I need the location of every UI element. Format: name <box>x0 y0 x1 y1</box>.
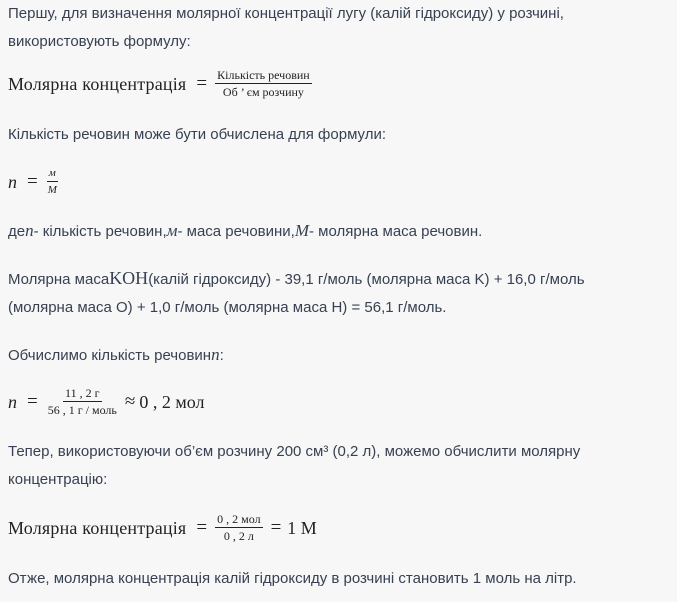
formula-molarity-calc <box>8 508 317 548</box>
formula-amount-calc <box>8 382 204 422</box>
fraction-numerator: 0 , 2 мол <box>217 512 261 526</box>
equals-sign: = <box>27 391 38 412</box>
fraction-denominator: M <box>47 184 57 196</box>
paragraph-molar-mass <box>8 264 628 322</box>
paragraph-definitions <box>8 217 482 246</box>
fraction-numerator: 11 , 2 г <box>65 386 100 400</box>
equals-sign: = <box>196 73 208 94</box>
fraction <box>46 387 119 417</box>
equals-sign: = <box>270 517 282 538</box>
formula-lhs: n <box>8 171 17 192</box>
text: де <box>8 223 26 240</box>
approx-sign: ≈ <box>124 391 136 412</box>
fraction-denominator: 56 , 1 г / моль <box>47 403 117 417</box>
var-M: M <box>294 221 310 240</box>
formula-result: 0 , 2 мол <box>139 391 205 412</box>
fraction-denominator: Об ’ єм розчину <box>222 85 304 99</box>
text: - маса речовини, <box>177 223 295 240</box>
fraction-numerator: м <box>47 167 58 182</box>
var-n: n <box>211 345 220 364</box>
formula-koh: KOH <box>109 268 149 288</box>
equals-sign: = <box>196 517 208 538</box>
fraction-denominator: 0 , 2 л <box>223 529 254 543</box>
formula-lhs: Молярна концентрація <box>8 517 187 538</box>
paragraph-amount-formula: Кількість речовин може бути обчислена для формули: <box>8 126 387 143</box>
var-n: n <box>25 221 34 240</box>
fraction-numerator: Кількість речовин <box>217 68 310 82</box>
text: : <box>219 347 224 364</box>
var-m: м <box>166 221 178 240</box>
equals-sign: = <box>27 171 38 192</box>
text: Молярна маса <box>8 271 110 288</box>
paragraph-intro: Першу, для визначення молярної концентрації лугу (калій гідроксиду) у розчині, використовують формулу: <box>8 5 564 50</box>
fraction <box>46 167 59 197</box>
formula-amount <box>8 162 61 202</box>
fraction <box>215 513 262 543</box>
formula-result: 1 M <box>287 517 317 538</box>
text: - молярна маса речовин. <box>309 223 483 240</box>
text: (калій гідроксиду) - 39,1 г/моль (молярна маса K) + 16,0 г/моль (молярна маса O) + 1,0 г/моль (молярна маса H) = 56,1 г/моль. <box>8 271 585 316</box>
formula-lhs: n <box>8 391 17 412</box>
paragraph-conclusion: Отже, молярна концентрація калій гідроксиду в розчині становить 1 моль на літр. <box>8 570 577 587</box>
fraction <box>215 69 312 99</box>
formula-molar-concentration <box>8 64 314 104</box>
formula-lhs: Молярна концентрація <box>8 73 187 94</box>
text: Обчислимо кількість речовин <box>8 347 212 364</box>
paragraph-compute-amount <box>8 341 224 370</box>
paragraph-volume: Тепер, використовуючи об’єм розчину 200 см³ (0,2 л), можемо обчислити молярну концентрацію: <box>8 443 581 488</box>
text: - кількість речовин, <box>33 223 167 240</box>
